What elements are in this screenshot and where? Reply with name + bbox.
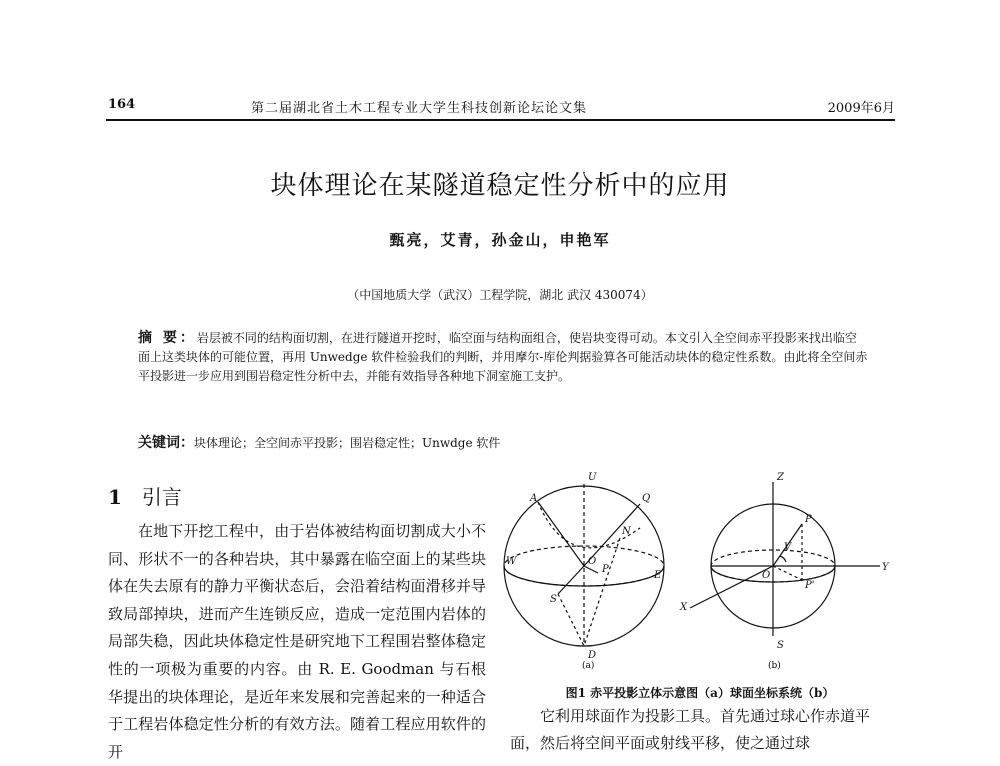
label-x: X bbox=[680, 602, 688, 613]
ray-s bbox=[558, 566, 584, 594]
label-z: Z bbox=[777, 472, 784, 483]
page-number: 164 bbox=[108, 97, 136, 112]
label-o: O bbox=[762, 570, 771, 581]
paper-title: 块体理论在某隧道稳定性分析中的应用 bbox=[270, 171, 730, 201]
label-o: O bbox=[588, 556, 597, 567]
section-title: 引言 bbox=[141, 485, 182, 509]
running-header bbox=[108, 97, 895, 117]
keywords-label: 关键词： bbox=[138, 435, 194, 451]
journal-name: 第二届湖北省土木工程专业大学生科技创新论坛论文集 bbox=[251, 101, 588, 116]
keywords-text: 块体理论；全空间赤平投影；围岩稳定性；Unwdge 软件 bbox=[194, 436, 501, 450]
paragraph: 在地下开挖工程中，由于岩体被结构面切割成大小不同、形状不一的各种岩块，其中暴露在临空面上的某些块体在失去原有的静力平衡状态后，会沿着结构面滑移并导致局部掉块，进而产生连锁反应，造成一定范围内岩体的局部失稳，因此块体稳定性是研究地下工程围岩整体稳定性的一项极为重要的内容。由 R. E. Goodman 与石根华提出的块体理论，是近年来发展和完善起来的一种适合于工程岩体稳定性分析的有效方法。随着工程应用软件的开 bbox=[108, 522, 486, 761]
label-u: U bbox=[588, 472, 597, 483]
label-w: W bbox=[506, 556, 517, 567]
label-d: D bbox=[588, 650, 597, 661]
figure-caption: 图1 赤平投影立体示意图（a）球面坐标系统（b） bbox=[565, 686, 835, 700]
label-e: E bbox=[654, 570, 662, 581]
subfigure-b-label: (b) bbox=[768, 661, 781, 671]
label-p-prime: P' bbox=[805, 580, 815, 591]
sphere-diagram-a bbox=[504, 484, 664, 646]
label-n: N bbox=[622, 526, 631, 537]
section-number: 1 bbox=[108, 485, 122, 509]
sphere-diagram-b bbox=[690, 482, 880, 636]
affiliation: （中国地质大学（武汉）工程学院，湖北 武汉 430074） bbox=[347, 288, 653, 302]
label-s: S bbox=[550, 594, 557, 605]
great-circle bbox=[538, 502, 640, 548]
section-heading bbox=[108, 481, 182, 510]
label-p: P bbox=[805, 514, 812, 525]
label-v: V bbox=[784, 542, 792, 553]
projection-ray bbox=[773, 566, 802, 580]
label-s: S bbox=[777, 640, 784, 651]
ray-d bbox=[558, 594, 584, 646]
authors: 甄亮，艾青，孙金山，申艳军 bbox=[389, 231, 611, 249]
issue-date: 2009年6月 bbox=[827, 101, 895, 116]
abstract bbox=[138, 329, 868, 386]
figure-1 bbox=[500, 468, 900, 678]
label-y: Y bbox=[882, 562, 889, 573]
body-text-right bbox=[510, 703, 890, 757]
label-a: A bbox=[530, 493, 538, 504]
x-axis bbox=[690, 566, 773, 608]
figure-svg bbox=[500, 468, 900, 678]
ray-p bbox=[584, 566, 598, 573]
body-text-left bbox=[108, 518, 486, 766]
angle-arc bbox=[780, 556, 786, 562]
paragraph: 它利用球面作为投影工具。首先通过球心作赤道平面，然后将空间平面或射线平移，使之通过球 bbox=[510, 707, 871, 752]
ray-a bbox=[538, 502, 584, 566]
abstract-text: 岩层被不同的结构面切割，在进行隧道开挖时，临空面与结构面组合，使岩块变得可动。本文引入全空间赤平投影来找出临空面上这类块体的可能位置，再用 Unwedge 软件检验我们的判断，并用摩尔-库伦判据验算各可能活动块体的稳定性系数。由此将全空间赤平投影进一步应用到围岩稳定性分析中去，并能有效指导各种地下洞室施工支护。 bbox=[138, 331, 868, 383]
label-p: P bbox=[602, 564, 609, 575]
ray-n bbox=[584, 538, 620, 646]
label-q: Q bbox=[642, 493, 651, 504]
keywords bbox=[138, 432, 868, 452]
header-rule bbox=[106, 119, 895, 121]
subfigure-a-label: (a) bbox=[582, 661, 595, 671]
abstract-label: 摘 要： bbox=[138, 330, 197, 346]
